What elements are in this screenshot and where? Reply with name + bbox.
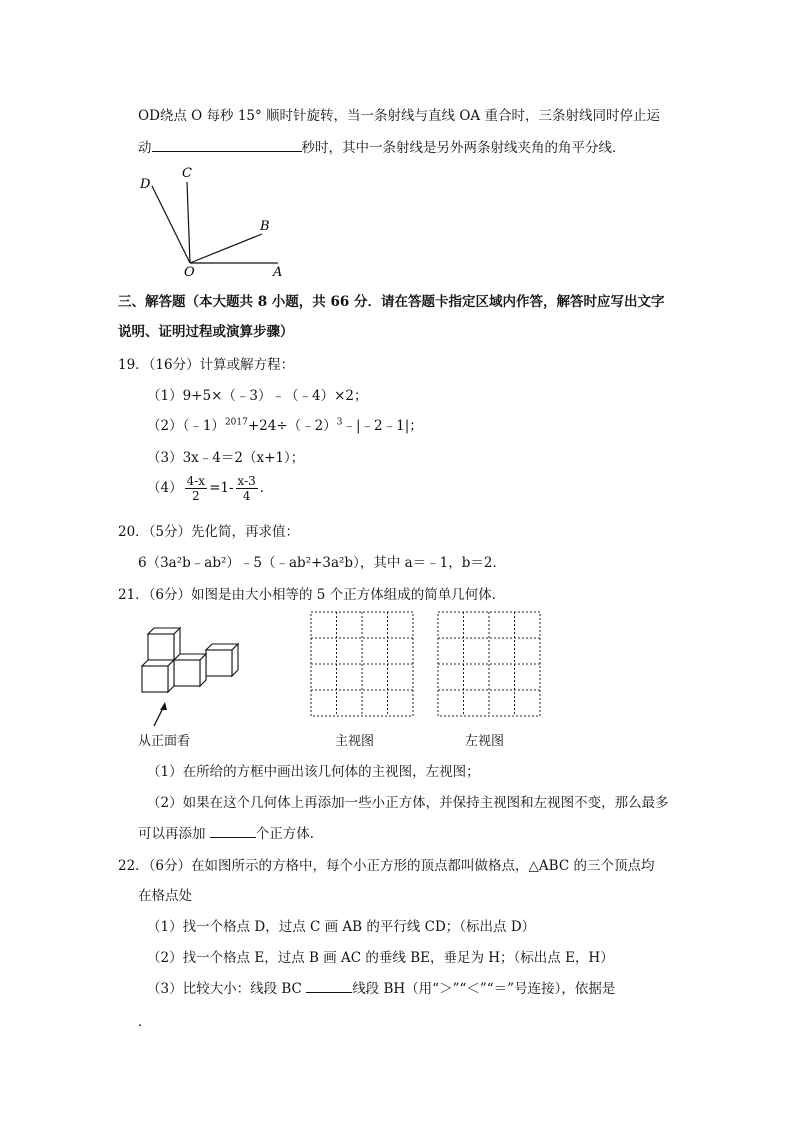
cube-front-face (174, 660, 200, 686)
q19-part4-pre: （4） (147, 480, 183, 496)
q19-part2-exp2: 3 (336, 417, 343, 428)
fraction-1-numerator: 4-x (186, 474, 206, 488)
ray-od (152, 186, 190, 263)
left-view-grid[interactable] (437, 611, 543, 717)
q19-part4-end: ． (259, 480, 274, 496)
q19-part4-mid: =1- (209, 480, 234, 496)
q22-title-line2: 在格点处 (138, 888, 192, 904)
q19-part4 (147, 474, 273, 503)
q21-part1: （1）在所给的方框中画出该几何体的主视图，左视图； (147, 764, 480, 780)
main-view-grid[interactable] (310, 611, 416, 717)
q21-part2-line2 (138, 822, 323, 842)
view-arrow-head (160, 702, 167, 710)
label-c: C (182, 166, 192, 181)
q19-part2-exp1: 2017 (224, 417, 248, 428)
q18-answer-blank[interactable] (152, 137, 302, 152)
q19-part2-a: （2）（﹣1） (147, 418, 225, 434)
q18-line1: OD绕点 O 每秒 15° 顺时针旋转，当一条射线与直线 OA 重合时，三条射线同时停止运 (138, 108, 660, 124)
q21-answer-blank[interactable] (210, 823, 256, 838)
q19-part2-c: ﹣|﹣2﹣1|； (342, 418, 423, 434)
q22-part3-post: 线段 BH（用“＞”“＜”“＝”号连接），依据是 (352, 981, 616, 997)
q22-part3-pre: （3）比较大小：线段 BC (147, 981, 302, 997)
cube-side-face (232, 644, 238, 676)
q20-title: 20．（5分）先化简，再求值： (118, 524, 300, 540)
q21-title: 21．（6分）如图是由大小相等的 5 个正方体组成的简单几何体． (118, 587, 506, 603)
cube-front-face (148, 634, 174, 660)
caption-main-view: 主视图 (335, 734, 375, 749)
fraction-2 (236, 474, 258, 503)
q22-part2: （2）找一个格点 E，过点 B 画 AC 的垂线 BE，垂足为 H；（标出点 E，H） (147, 950, 614, 966)
caption-front-view: 从正面看 (138, 734, 191, 749)
q19-part1: （1）9+5×（﹣3）﹣（﹣4）×2； (147, 388, 368, 404)
ray-ob (190, 234, 262, 263)
q22-part3 (147, 977, 615, 997)
q21-part2-pre: 可以再添加 (138, 826, 206, 842)
cube-side-face (168, 660, 174, 692)
label-a: A (273, 265, 283, 280)
q18-line2-post: 秒时，其中一条射线是另外两条射线夹角的角平分线． (301, 140, 626, 156)
q19-part3: （3）3x﹣4＝2（x+1）； (147, 450, 305, 466)
fraction-2-denominator: 4 (242, 489, 251, 503)
q19-title: 19．（16分）计算或解方程： (118, 357, 295, 373)
cube-side-face (200, 654, 206, 686)
q18-line2-pre: 动 (138, 140, 152, 156)
section3-line2: 说明、证明过程或演算步骤） (118, 324, 294, 340)
cube-solid-figure (136, 622, 246, 727)
q20-expression: 6（3a²b﹣ab²）﹣5（﹣ab²+3a²b），其中 a＝﹣1，b＝2． (138, 555, 506, 571)
section3-line1: 三、解答题（本大题共 8 小题，共 66 分．请在答题卡指定区域内作答，解答时应写出文字 (118, 294, 665, 310)
q19-part2 (147, 414, 423, 434)
q22-compare-blank[interactable] (306, 978, 352, 993)
fraction-1-denominator: 2 (192, 489, 200, 503)
q22-title-line1: 22．（6分）在如图所示的方格中，每个小正方形的顶点都叫做格点，△ABC 的三个顶点均 (118, 858, 655, 874)
q22-part1: （1）找一个格点 D，过点 C 画 AB 的平行线 CD；（标出点 D） (147, 919, 536, 935)
label-d: D (140, 177, 151, 192)
q18-line2 (138, 136, 626, 156)
q21-part2-post: 个正方体． (255, 826, 324, 842)
q19-part2-b: +24÷（﹣2） (247, 418, 337, 434)
fraction-1 (185, 474, 207, 503)
q21-part2-line1: （2）如果在这个几何体上再添加一些小正方体，并保持主视图和左视图不变，那么最多 (147, 795, 669, 811)
label-o: O (184, 265, 195, 280)
angle-figure (130, 160, 300, 280)
ray-oc (187, 182, 190, 263)
cube-front-face (206, 650, 232, 676)
fraction-2-numerator: x-3 (237, 474, 256, 488)
q22-part3-end: ． (138, 1014, 152, 1030)
caption-left-view: 左视图 (465, 734, 505, 749)
label-b: B (260, 219, 270, 234)
cube-front-face (142, 666, 168, 692)
